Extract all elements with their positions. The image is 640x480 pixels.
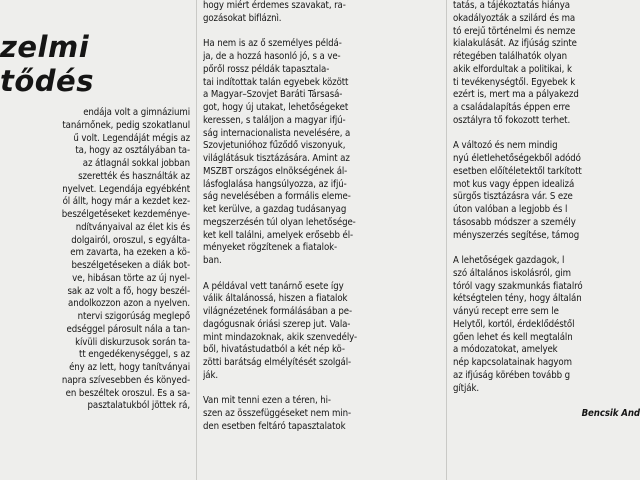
text-line: napra szívesebben és könyed- (61, 374, 190, 386)
text-line: az ifjúság körében tovább g (453, 369, 570, 381)
text-line: gozásokat bifláznì. (203, 12, 282, 24)
text-line: tai indítottak talán egyebek között (203, 76, 349, 88)
text-line: ják. (203, 369, 219, 381)
text-line: edséggel párosult nála a tan- (66, 323, 190, 335)
text-line: ban. (203, 255, 222, 266)
text-line: Ha nem is az ő személyes példá- (203, 38, 342, 50)
paragraph-gap (203, 268, 440, 281)
text-line: akik elfordultak a politikai, k (453, 63, 572, 75)
text-line: ntervi szigorúság meglepő (77, 311, 190, 322)
article-column-3 (453, 0, 640, 480)
text-line: tóról vagy szakmunkás fiatalró (453, 280, 583, 292)
text-line: A példával vett tanárnő esete így (203, 280, 344, 292)
text-line: osztályra tő fokozott terhet. (453, 114, 571, 126)
text-line: keressen, s találjon a magyar ifjú- (203, 114, 346, 126)
text-line: mot kus vagy éppen idealizá (453, 178, 575, 190)
text-line: ve, hibásan törte az új nyel- (72, 272, 190, 284)
text-line: zötti barátság elmélyítését szolgál- (203, 357, 352, 368)
text-line: ti tevékenységtől. Egyebek k (453, 76, 576, 88)
paragraph-gap (453, 128, 640, 141)
text-line: okadályozták a szilárd és ma (453, 12, 576, 24)
text-line: ű volt. Legendáját mégis az (73, 132, 190, 144)
text-line: endája volt a gimnáziumi (83, 107, 190, 118)
text-line: ja, de a hozzá hasonló jó, s a ve- (203, 51, 341, 62)
paragraph-gap (453, 395, 640, 408)
text-line: gítják. (453, 382, 479, 394)
text-line: gően lehet és kell megtaláln (453, 331, 573, 343)
text-line: ket kerülve, a gazdag tudásanyag (203, 204, 347, 215)
text-line: pasztalatukból jöttek rá, (87, 400, 190, 412)
headline-line-1: zelmi (0, 30, 90, 64)
text-line: megszerzésén túl olyan lehetősége- (203, 216, 356, 228)
text-line: andolkozzon azon a nyelven. (68, 298, 190, 310)
text-line: rétegében találhatók olyan (453, 51, 568, 62)
text-line: ság internacionalista nevelésére, a (203, 127, 351, 139)
text-line: tt engedékenységgel, s az (79, 349, 190, 361)
column-divider (196, 0, 197, 480)
article-column-2 (203, 0, 440, 480)
text-line: lásfoglalása hangsúlyozza, az ifjú- (203, 178, 347, 190)
paragraph-gap (203, 383, 440, 396)
text-line: tásosabb módszer a személy (453, 216, 576, 228)
text-line: úton valóban a legjobb és l (453, 204, 568, 215)
text-line: a módozatokat, amelyek (453, 344, 558, 356)
article-headline (0, 30, 190, 98)
text-line: em zavarta, ha ezeken a kö- (70, 247, 190, 259)
text-line: dolgairól, oroszul, s egyálta- (71, 234, 190, 246)
text-line: tó erejű történelmi és nemze (453, 25, 576, 37)
text-line: ezért is, mert ma a pályakezd (453, 89, 579, 101)
text-line: világnézetének formálásában a pe- (203, 306, 352, 317)
paragraph-gap (203, 26, 440, 39)
text-line: beszélgetéseket kezdeménye- (61, 209, 190, 220)
text-line: a Magyar–Szovjet Baráti Társasá- (203, 89, 343, 101)
text-line: A változó és nem mindig (453, 140, 558, 152)
paragraph-gap (453, 242, 640, 255)
text-line: esetben előítéletektől tarkított (453, 165, 582, 177)
text-line: ól állt, hogy már a kezdet kez- (62, 196, 190, 208)
text-line: got, hogy új utakat, lehetőségeket (203, 102, 349, 113)
text-line: ből, hivatástudatból a két nép kö- (203, 344, 345, 356)
text-line: hogy miért érdemes szavakat, ra- (203, 0, 346, 11)
text-line: világlátásuk tisztázására. Amint az (203, 153, 350, 164)
text-line: kialakulását. Az ifjúság szinte (453, 38, 577, 50)
article-column-1 (0, 107, 190, 480)
text-line: sürgős tisztázásra vár. S eze (453, 191, 573, 203)
text-line: Van mit tenni ezen a téren, hi- (203, 395, 331, 407)
column-divider (446, 0, 447, 480)
text-line: tatás, a tájékoztatás hiánya (453, 0, 571, 11)
text-line: tanárnőnek, pedig szokatlanul (62, 119, 190, 131)
text-line: en beszéltek oroszul. És a sa- (65, 387, 190, 399)
text-line: ény az lett, hogy tanítványai (69, 362, 190, 373)
text-line: szerették és használták az (78, 170, 190, 182)
text-line: nyelvet. Legendája egyébként (62, 183, 190, 195)
text-line: sak az volt a fő, hogy beszél- (67, 285, 190, 297)
text-line: dagógusnak óriási szerep jut. Vala- (203, 318, 351, 330)
text-line: beszélgetéseken a diák bot- (71, 260, 190, 271)
text-line: a családalapítás éppen erre (453, 102, 570, 113)
text-line: kívüli diskurzusok során ta- (75, 336, 190, 348)
text-line: szó általános iskolásról, gim (453, 267, 571, 279)
text-line: az átlagnál sokkal jobban (82, 158, 190, 169)
text-line: A lehetőségek gazdagok, l (453, 255, 565, 266)
text-line: ványú recept erre sem le (453, 306, 559, 317)
text-line: nép kapcsolatainak hagyom (453, 357, 572, 368)
text-line: den esetben feltáró tapasztalatok (203, 420, 346, 432)
text-line: MSZBT országos elnökségének ál- (203, 165, 348, 177)
text-line: mint mindazoknak, akik szenvedély- (203, 331, 357, 343)
text-line: ményszerzés segítése, támog (453, 229, 580, 241)
text-line: ta, hogy az osztályában ta- (75, 145, 190, 157)
text-line: Helytől, kortól, érdeklődéstől (453, 318, 575, 330)
text-line: válik általánossá, hiszen a fiatalok (203, 293, 348, 305)
text-line: pőről rossz példák tapasztala- (203, 63, 330, 75)
text-line: nyú életlehetőségekből adódó (453, 153, 581, 164)
author-signature: Bencsik And (581, 408, 640, 419)
text-line: szen az összefüggéseket nem min- (203, 408, 352, 419)
headline-line-2: tődés (0, 64, 94, 98)
text-line: ket kell találni, amelyek erősebb él- (203, 229, 354, 241)
text-line: Szovjetunióhoz fűződő viszonyuk, (203, 140, 346, 152)
text-line: ndítványaival az élet kis és (75, 221, 190, 233)
text-line: ság nevelésében a formális eleme- (203, 191, 351, 203)
text-line: ményeket rögzítenek a fiatalok- (203, 242, 338, 254)
text-line: kétségtelen tény, hogy általán (453, 293, 582, 305)
